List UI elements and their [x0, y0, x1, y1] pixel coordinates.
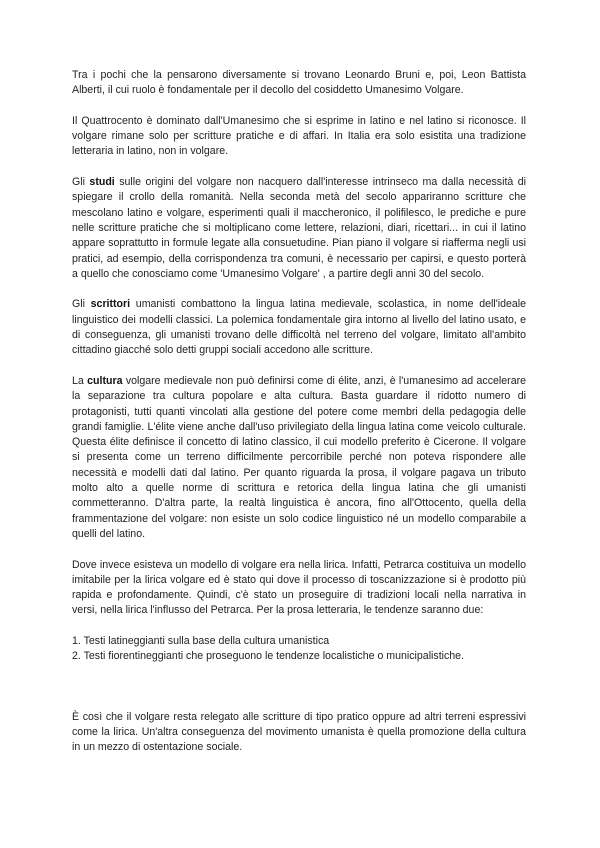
keyword-cultura: cultura — [87, 374, 123, 387]
spacer — [72, 680, 526, 710]
document-page — [72, 68, 526, 771]
paragraph-cultura-body: volgare medievale non può definirsi come di élite, anzi, è l'umanesimo ad accelerare la separazione tra cultura popolare e alta cultura. Basta guardare il ridotto numero di protagonisti, tutti quanti vincolati alla gestione del potere come membri della pedagogia delle grandi famiglie. L'élite viene anche dall'uso privilegiato della lingua latina come veicolo culturale. Questa élite definisce il concetto di latino classico, il cui modello preferito è Cicerone. Il volgare si presenta come un terreno difficilmente percorribile perché non poteva rispondere alle necessità e modelli dati dal latino. Per quanto riguarda la prosa, il volgare pagava un tributo molto alto a quelle norme di scrittura e retorica della lingua latina che gli umanisti commetteranno. D'altra parte, la realtà linguistica è ancora, fino all'Ottocento, quella della frammentazione del volgare: non esiste un solo codice linguistico né un modello comparabile a quelli del latino. — [72, 374, 527, 540]
paragraph-conclusione: È così che il volgare resta relegato alle scritture di tipo pratico oppure ad altri terreni espressivi come la lirica. Un'altra conseguenza del movimento umanista è quella promozione della cultura in un mezzo di ostentazione sociale. — [72, 710, 526, 754]
paragraph-studi — [72, 175, 526, 282]
paragraph-studi-body: sulle origini del volgare non nacquero dall'interesse intrinseco ma dalla necessità di spiegare il crollo della romanità. Nella seconda metà del secolo appariranno scritture che mescolano latino e volgare, esperimenti quali il maccheronico, il polifilesco, le prediche e pure nelle scritture pratiche che si moltiplicano come lettere, relazioni, diari, ricettari... in cui il latino appare soprattutto in formule legate alla consuetudine. Pian piano il volgare si riafferma negli usi pratici, ad esempio, della corrispondenza tra comuni, è necessario per capirsi, e questo porterà a quello che conosciamo come 'Umanesimo Volgare' , a partire degli anni 30 del secolo. — [72, 176, 527, 280]
paragraph-scrittori-lead: Gli — [72, 298, 91, 311]
paragraph-lirica: Dove invece esisteva un modello di volgare era nella lirica. Infatti, Petrarca costituiva un modello imitabile per la lirica volgare ed è stato qui dove il processo di toscanizzazione si è prodotto più rapida e profondamente. Quindi, c'è stato un proseguire di tradizioni locali nella narrativa in versi, nella lirica l'influsso del Petrarca. Per la prosa letteraria, le tendenze saranno due: — [72, 558, 526, 617]
paragraph-studi-lead: Gli — [72, 176, 90, 189]
paragraph-cultura-lead: La — [72, 374, 88, 387]
keyword-scrittori: scrittori — [90, 298, 131, 311]
keyword-studi: studi — [89, 176, 115, 189]
paragraph-scrittori — [72, 297, 526, 358]
list-item: 2. Testi fiorentineggianti che proseguono le tendenze localistiche o municipalistiche. — [72, 650, 465, 663]
tendencies-list — [72, 634, 526, 665]
list-item: 1. Testi latineggianti sulla base della cultura umanistica — [72, 634, 330, 647]
paragraph-bruni-alberti: Tra i pochi che la pensarono diversamente si trovano Leonardo Bruni e, poi, Leon Battista Alberti, il cui ruolo è fondamentale per il decollo del cosiddetto Umanesimo Volgare. — [72, 69, 526, 97]
paragraph-quattrocento: Il Quattrocento è dominato dall'Umanesimo che si esprime in latino e nel latino si riconosce. Il volgare rimane solo per scritture pratiche e di affari. In Italia era solo esistita una tradizione letteraria in latino, non in volgare. — [72, 114, 526, 158]
paragraph-cultura — [72, 374, 526, 542]
paragraph-scrittori-body: umanisti combattono la lingua latina medievale, scolastica, in nome dell'ideale linguistico dei modelli classici. La polemica fondamentale gira intorno al livello del latino usato, e di conseguenza, gli umanisti trovano delle difficoltà nel terreno del volgare, limitato all'ambito cittadino giacché solo detti gruppi sociali accedono alle scritture. — [72, 298, 526, 357]
